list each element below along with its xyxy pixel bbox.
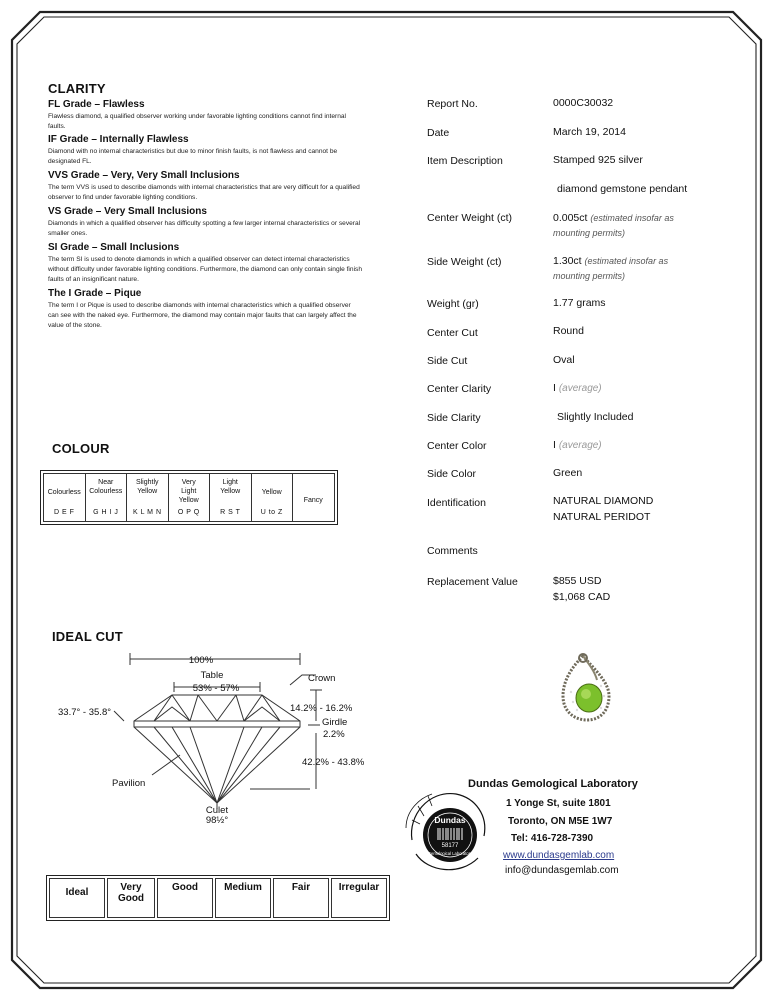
row-value-item-description: Stamped 925 silver [553,154,643,166]
row-value-identification-2: NATURAL PERIDOT [553,511,651,523]
row-label-weight-gr: Weight (gr) [427,298,479,310]
row-value-replacement-usd: $855 USD [553,575,602,587]
row-label-replacement-value: Replacement Value [427,576,518,588]
diagram-culet-value: 98½° [205,815,229,826]
lab-telephone: Tel: 416-728-7390 [511,833,594,844]
diagram-crown-height: 14.2% - 16.2% [290,703,353,714]
row-value-side-cut: Oval [553,354,575,366]
center-weight-note: (estimated insofar as mounting permits) [553,213,674,238]
diagram-crown: Crown [308,673,336,684]
grade-title: VS Grade – Very Small Inclusions [48,206,207,217]
grade-vvs [48,170,363,203]
cut-grade-label: Medium [224,882,262,893]
cut-grade-label: Good [171,882,199,893]
row-label-comments: Comments [427,545,478,557]
row-label-center-color: Center Color [427,440,487,452]
colour-cell [168,474,210,522]
row-label-side-color: Side Color [427,468,477,480]
colour-cell-name: Light Yellow [220,479,241,495]
cut-grade-label: Ideal [65,887,89,898]
seal-number: 58177 [441,843,459,849]
cut-grade-cell [331,878,387,918]
row-value-center-cut: Round [553,325,584,337]
diagram-pavilion-depth: 42.2% - 43.8% [302,757,365,768]
colour-scale-table [43,473,335,522]
cut-grade-cell [49,878,105,918]
diagram-pavilion: Pavilion [112,778,146,789]
grade-title: VVS Grade – Very, Very Small Inclusions [48,170,240,181]
grade-desc: Diamonds in which a qualified observer has difficulty spotting a few larger internal characteristics or several smaller ones. [48,220,361,237]
colour-cell-name: Near Colourless [89,479,123,495]
ideal-cut-heading: IDEAL CUT [52,629,123,644]
colour-cell-letters: G H I J [93,509,119,516]
row-value-center-weight [553,211,693,241]
pendant-photo [555,652,615,724]
grade-desc: The term I or Pique is used to describe diamonds with internal characteristics which a qualified observer can see with the naked eye. Furthermore, the diamond may contain major faults that can largely affect the value of the stone. [48,302,357,329]
clarity-heading: CLARITY [48,81,106,96]
grade-if [48,134,363,167]
grade-vs [48,206,363,239]
row-label-identification: Identification [427,497,486,509]
seal-top-text: Dundas [434,815,466,825]
grade-desc: The term SI is used to denote diamonds in which a qualified observer can detect internal characteristics without difficulty under favorable lighting conditions. Furthermore, the diamond can only contain single finish faults of an insignificant nature. [48,256,362,283]
cut-grade-label: Very Good [117,882,145,904]
grade-i [48,288,363,331]
colour-heading: COLOUR [52,441,110,456]
diamond-proportions-diagram [40,645,370,835]
colour-cell [85,474,127,522]
cut-grade-label: Irregular [338,882,380,893]
row-label-side-weight: Side Weight (ct) [427,256,502,268]
lab-website-link[interactable]: www.dundasgemlab.com [503,850,615,861]
diagram-crown-angle: 33.7° - 35.8° [58,707,112,718]
center-weight-value: 0.005ct [553,212,588,224]
row-value-date: March 19, 2014 [553,126,626,138]
colour-cell-name: Fancy [303,497,323,504]
colour-cell [293,474,335,522]
row-value-side-weight [553,254,693,284]
colour-cell-name: Very Light Yellow [178,479,199,504]
row-label-side-cut: Side Cut [427,355,468,367]
lab-email: info@dundasgemlab.com [505,865,619,876]
colour-cell-letters: U to Z [260,509,283,516]
colour-cell [44,474,86,522]
colour-cell-letters: D E F [54,509,75,516]
grade-desc: Diamond with no internal characteristics but due to minor finish faults, is not flawless and cannot be designated FL. [48,148,338,165]
side-weight-note: (estimated insofar as mounting permits) [553,256,669,281]
cut-grade-cell [107,878,155,918]
diagram-table-label: Table [200,670,224,681]
grade-title: IF Grade – Internally Flawless [48,134,189,145]
colour-cell-letters: R S T [220,509,241,516]
center-color-note: (average) [558,440,602,451]
side-weight-value: 1.30ct [553,255,582,267]
grade-fl [48,99,363,132]
row-value-center-clarity [553,382,602,394]
lab-address-2: Toronto, ON M5E 1W7 [508,816,613,827]
row-value-weight-gr: 1.77 grams [553,297,606,309]
clarity-grades [48,99,363,331]
row-label-report-no: Report No. [427,98,478,110]
cut-grade-cell [273,878,329,918]
grade-title: FL Grade – Flawless [48,99,145,110]
cut-grade-cell [215,878,271,918]
grade-title: SI Grade – Small Inclusions [48,242,180,253]
grade-title: The I Grade – Pique [48,288,142,299]
lab-seal-logo [398,780,498,880]
lab-name: Dundas Gemological Laboratory [468,778,638,790]
row-label-center-cut: Center Cut [427,327,478,339]
row-value-item-description-2: diamond gemstone pendant [557,183,688,195]
colour-cell [251,474,293,522]
diagram-girdle-value: 2.2% [323,729,345,740]
colour-cell-name: Yellow [261,489,282,496]
row-label-item-description: Item Description [427,155,503,167]
center-clarity-note: (average) [558,383,602,394]
colour-cell-letters: K L M N [132,509,162,516]
grade-desc: The term VVS is used to describe diamonds with internal characteristics that are very difficult for a qualified observer to find under favorable lighting conditions. [48,184,360,201]
row-value-replacement-cad: $1,068 CAD [553,591,611,603]
colour-cell-name: Colourless [47,489,81,496]
cut-grade-cell [157,878,213,918]
diagram-girdle: Girdle [322,717,348,728]
grade-si [48,242,363,285]
colour-cell [210,474,252,522]
grade-desc: Flawless diamond, a qualified observer working under favorable lighting conditions cannot find internal faults. [48,113,346,130]
center-clarity-value: I [553,382,556,394]
row-label-side-clarity: Side Clarity [427,412,481,424]
diagram-width: 100% [188,655,214,666]
lab-address-1: 1 Yonge St, suite 1801 [506,798,611,809]
cut-grade-table [46,875,390,921]
row-label-center-clarity: Center Clarity [427,383,492,395]
diagram-culet: Culet [205,805,229,816]
row-value-side-clarity: Slightly Included [557,411,634,423]
row-label-center-weight: Center Weight (ct) [427,212,512,224]
colour-cell-letters: O P Q [177,509,200,516]
row-value-identification: NATURAL DIAMOND [553,495,654,507]
row-value-side-color: Green [553,467,583,479]
row-label-date: Date [427,127,450,139]
row-value-report-no: 0000C30032 [553,97,614,109]
cut-grade-label: Fair [291,882,311,893]
row-value-center-color [553,439,602,451]
center-color-value: I [553,439,556,451]
colour-cell [127,474,169,522]
seal-bottom-text: Gemological Laboratory [427,851,473,856]
colour-cell-name: Slightly Yellow [135,479,159,495]
diagram-table-range: 53% - 57% [192,683,240,694]
